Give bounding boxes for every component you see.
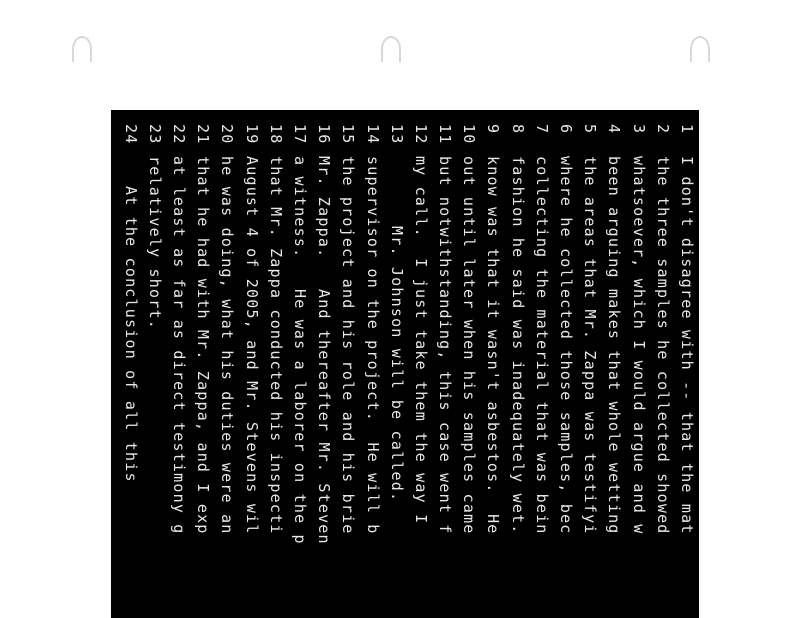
transcript-line xyxy=(215,110,239,618)
line-text: relatively short. xyxy=(145,156,164,330)
line-text: know was that it wasn't asbestos. He xyxy=(484,156,503,535)
transcript-line xyxy=(312,110,336,618)
line-number: 8 xyxy=(508,124,527,135)
line-text: at least as far as direct testimony g xyxy=(170,156,189,535)
transcript-line xyxy=(626,110,650,618)
line-number: 14 xyxy=(363,124,382,145)
line-number: 1 xyxy=(678,124,696,135)
line-text: that Mr. Zappa conducted his inspecti xyxy=(266,156,285,535)
transcript-line xyxy=(578,110,602,618)
line-number: 24 xyxy=(121,124,140,145)
line-text: the three samples he collected showed xyxy=(653,156,672,535)
line-text: August 4 of 2005, and Mr. Stevens wil xyxy=(242,156,261,535)
punch-hole-right xyxy=(690,36,710,62)
transcript-line xyxy=(506,110,530,618)
transcript-line xyxy=(167,110,191,618)
transcript-rotated-body xyxy=(111,110,699,618)
transcript-line xyxy=(288,110,312,618)
transcript-line xyxy=(119,110,143,618)
line-text: been arguing makes that whole wetting xyxy=(605,156,624,535)
punch-hole-left xyxy=(72,36,92,62)
line-text: supervisor on the project. He will b xyxy=(363,156,382,535)
transcript-line xyxy=(239,110,263,618)
line-text: Mr. Zappa. And thereafter Mr. Steven xyxy=(315,156,334,545)
line-number: 15 xyxy=(339,124,358,145)
transcript-line xyxy=(360,110,384,618)
line-number: 13 xyxy=(387,124,406,145)
punch-hole-center xyxy=(381,36,401,62)
transcript-line xyxy=(409,110,433,618)
transcript-line xyxy=(554,110,578,618)
line-number: 7 xyxy=(532,124,551,135)
transcript-line xyxy=(264,110,288,618)
line-number: 18 xyxy=(266,124,285,145)
transcript-line xyxy=(433,110,457,618)
line-number: 16 xyxy=(315,124,334,145)
line-number: 3 xyxy=(629,124,648,135)
line-text: but notwithstanding, this case went f xyxy=(436,156,455,535)
line-text: a witness. He was a laborer on the p xyxy=(291,156,309,545)
transcript-line xyxy=(675,110,699,618)
line-number: 21 xyxy=(194,124,213,145)
transcript-line xyxy=(651,110,675,618)
transcript-line xyxy=(191,110,215,618)
line-number: 4 xyxy=(605,124,624,135)
line-text: he was doing, what his duties were an xyxy=(218,156,237,535)
transcript-line xyxy=(530,110,554,618)
transcript-line xyxy=(457,110,481,618)
transcript-line xyxy=(481,110,505,618)
transcript-line xyxy=(602,110,626,618)
line-number: 2 xyxy=(653,124,672,135)
line-text: the project and his role and his brie xyxy=(339,156,358,535)
line-number: 11 xyxy=(436,124,455,145)
line-text: At the conclusion of all this xyxy=(121,186,140,483)
transcript-line xyxy=(143,110,167,618)
transcript-line xyxy=(385,110,409,618)
line-number: 6 xyxy=(557,124,576,135)
transcript-line xyxy=(336,110,360,618)
line-number: 9 xyxy=(484,124,503,135)
line-text: fashion he said was inadequately wet. xyxy=(508,156,527,535)
line-text: the areas that Mr. Zappa was testifyi xyxy=(581,156,600,535)
line-number: 17 xyxy=(291,124,309,145)
line-number: 10 xyxy=(460,124,479,145)
line-number: 23 xyxy=(145,124,164,145)
line-text: I don't disagree with -- that the mat xyxy=(678,156,696,535)
transcript-page xyxy=(111,110,699,618)
line-number: 22 xyxy=(170,124,189,145)
line-text: out until later when his samples came xyxy=(460,156,479,535)
line-number: 5 xyxy=(581,124,600,135)
line-text: Mr. Johnson will be called. xyxy=(387,226,406,503)
line-text: my call. I just take them the way I xyxy=(411,156,430,525)
line-text: collecting the material that was bein xyxy=(532,156,551,535)
line-text: that he had with Mr. Zappa, and I exp xyxy=(194,156,213,535)
line-number: 12 xyxy=(411,124,430,145)
line-text: where he collected those samples, bec xyxy=(557,156,576,535)
line-number: 19 xyxy=(242,124,261,145)
line-number: 20 xyxy=(218,124,237,145)
line-text: whatsoever, which I would argue and w xyxy=(629,156,648,535)
